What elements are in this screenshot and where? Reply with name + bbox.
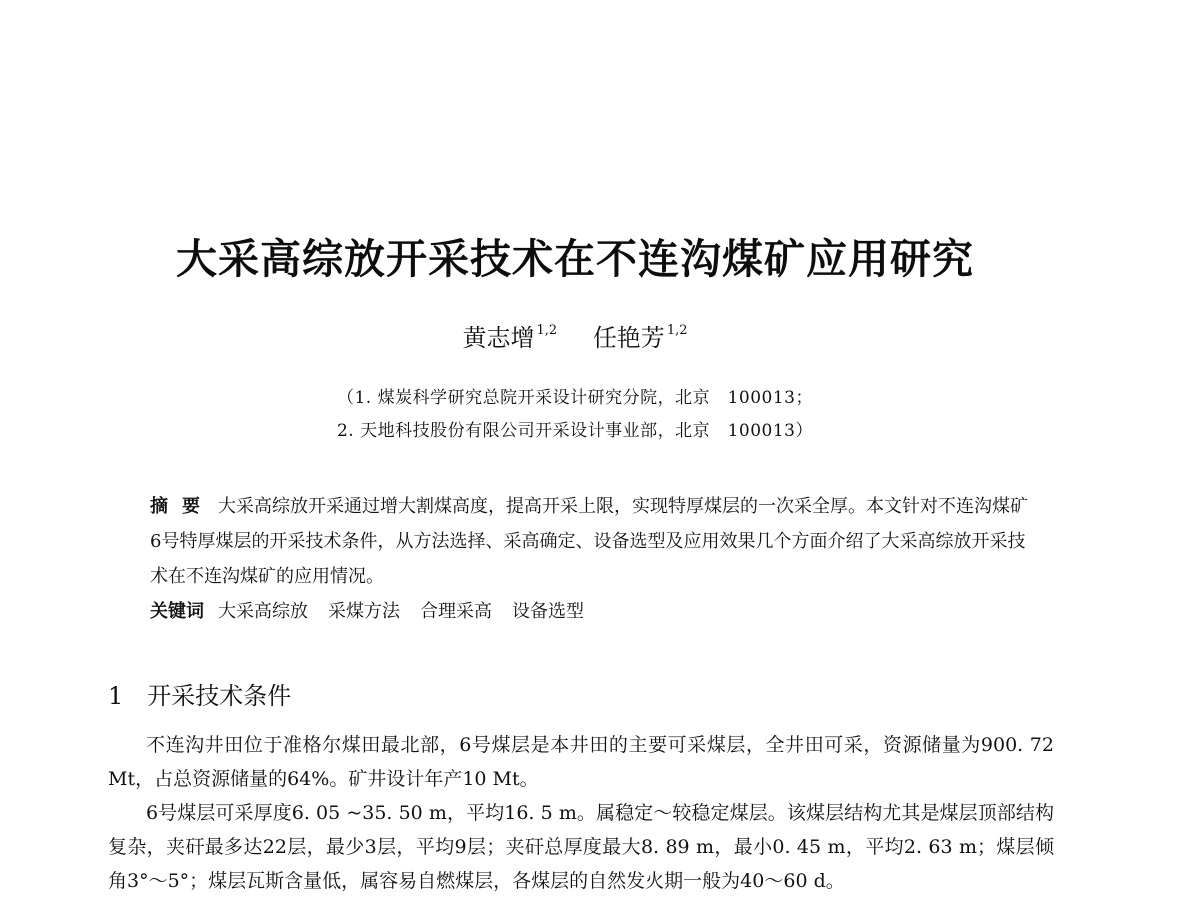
author [593, 318, 688, 353]
keywords-label: 关键词 [150, 601, 204, 622]
keyword: 合理采高 [420, 601, 492, 622]
keyword: 采煤方法 [328, 601, 400, 622]
section-title: 开采技术条件 [147, 682, 292, 710]
body-paragraph: 不连沟井田位于准格尔煤田最北部，6号煤层是本井田的主要可采煤层，全井田可采，资源储量为900. 72 Mt，占总资源储量的64%。矿井设计年产10 Mt。 [108, 734, 1054, 790]
abstract-label: 摘要 [150, 496, 214, 517]
abstract-block [150, 489, 1030, 629]
abstract-text: 大采高综放开采通过增大割煤高度，提高开采上限，实现特厚煤层的一次采全厚。本文针对不连沟煤矿6号特厚煤层的开采技术条件，从方法选择、采高确定、设备选型及应用效果几个方面介绍了大采高综放开采技术在不连沟煤矿的应用情况。 [150, 496, 1028, 587]
affiliation-1: （1. 煤炭科学研究总院开采设计研究分院，北京 100013； [336, 388, 814, 408]
section-number: 1 [108, 682, 124, 710]
author-name: 任艳芳 [592, 324, 665, 352]
abstract-paragraph [150, 489, 1030, 594]
keywords-line [150, 594, 1030, 629]
section-heading [108, 676, 291, 711]
body-paragraph: 6号煤层可采厚度6. 05 ~35. 50 m，平均16. 5 m。属稳定～较稳定煤层。该煤层结构尤其是煤层顶部结构复杂，夹矸最多达22层，最少3层，平均9层；夹矸总厚度最大8. 89 m，最小0. 45 m，平均2. 63 m；煤层倾角3°～5°；煤层瓦斯含量低，属容易自燃煤层，各煤层的自然发火期一般为40～60 d。 [108, 802, 1054, 892]
paper-title: 大采高综放开采技术在不连沟煤矿应用研究 [176, 235, 974, 283]
keyword: 设备选型 [512, 601, 584, 622]
author-affiliation-mark: 1,2 [536, 323, 558, 338]
author-list [0, 318, 1150, 353]
author [462, 318, 557, 353]
author-affiliation-mark: 1,2 [666, 323, 688, 338]
section-body [108, 728, 1054, 898]
author-name: 黄志增 [462, 324, 535, 352]
keyword: 大采高综放 [218, 601, 308, 622]
affiliation-2: 2. 天地科技股份有限公司开采设计事业部，北京 100013） [336, 421, 814, 441]
